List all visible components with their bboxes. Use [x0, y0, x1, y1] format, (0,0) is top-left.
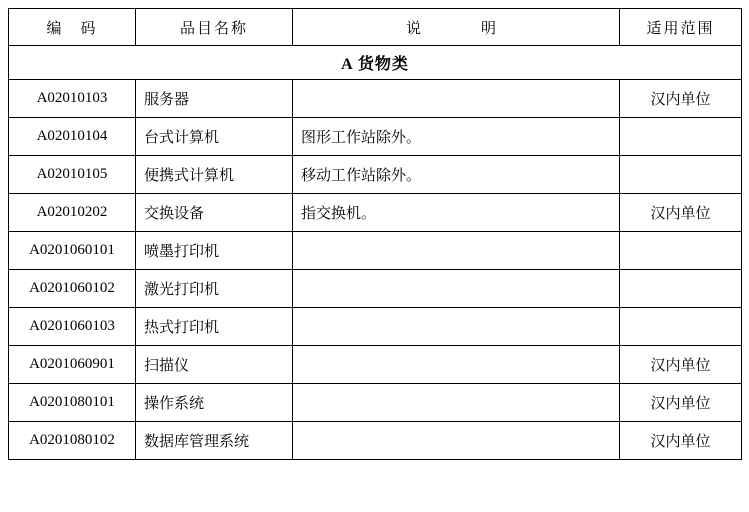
cell-scope: 汉内单位 — [620, 346, 742, 384]
cell-name: 喷墨打印机 — [136, 232, 293, 270]
cell-code: A0201080102 — [9, 422, 136, 460]
column-header-description: 说 明 — [293, 9, 620, 46]
table-row — [9, 156, 742, 194]
cell-code: A02010104 — [9, 118, 136, 156]
cell-code: A0201060102 — [9, 270, 136, 308]
cell-scope — [620, 232, 742, 270]
cell-description — [293, 346, 620, 384]
table-row — [9, 194, 742, 232]
column-header-name: 品目名称 — [136, 9, 293, 46]
cell-scope — [620, 308, 742, 346]
table-row — [9, 346, 742, 384]
cell-name: 操作系统 — [136, 384, 293, 422]
table-row — [9, 308, 742, 346]
cell-scope: 汉内单位 — [620, 384, 742, 422]
table-row — [9, 118, 742, 156]
cell-code: A0201060103 — [9, 308, 136, 346]
cell-name: 扫描仪 — [136, 346, 293, 384]
section-title: A 货物类 — [9, 46, 742, 80]
section-row — [9, 46, 742, 80]
cell-code: A02010202 — [9, 194, 136, 232]
procurement-catalog-table — [8, 8, 742, 460]
table-row — [9, 80, 742, 118]
table-row — [9, 422, 742, 460]
cell-scope: 汉内单位 — [620, 80, 742, 118]
cell-name: 数据库管理系统 — [136, 422, 293, 460]
header-row — [9, 9, 742, 46]
cell-description — [293, 384, 620, 422]
column-header-scope: 适用范围 — [620, 9, 742, 46]
cell-name: 交换设备 — [136, 194, 293, 232]
cell-code: A0201060101 — [9, 232, 136, 270]
table-row — [9, 384, 742, 422]
cell-scope: 汉内单位 — [620, 422, 742, 460]
cell-scope — [620, 118, 742, 156]
cell-description: 指交换机。 — [293, 194, 620, 232]
cell-description — [293, 80, 620, 118]
cell-name: 便携式计算机 — [136, 156, 293, 194]
cell-name: 激光打印机 — [136, 270, 293, 308]
table-body — [9, 46, 742, 460]
column-header-code: 编 码 — [9, 9, 136, 46]
cell-scope: 汉内单位 — [620, 194, 742, 232]
document-page — [0, 8, 749, 512]
table-row — [9, 270, 742, 308]
cell-code: A02010103 — [9, 80, 136, 118]
cell-scope — [620, 156, 742, 194]
table-header — [9, 9, 742, 46]
cell-code: A02010105 — [9, 156, 136, 194]
cell-description — [293, 232, 620, 270]
cell-scope — [620, 270, 742, 308]
cell-description — [293, 270, 620, 308]
table-row — [9, 232, 742, 270]
cell-name: 服务器 — [136, 80, 293, 118]
cell-name: 台式计算机 — [136, 118, 293, 156]
cell-description: 移动工作站除外。 — [293, 156, 620, 194]
cell-code: A0201060901 — [9, 346, 136, 384]
cell-description — [293, 422, 620, 460]
cell-description: 图形工作站除外。 — [293, 118, 620, 156]
cell-code: A0201080101 — [9, 384, 136, 422]
cell-description — [293, 308, 620, 346]
cell-name: 热式打印机 — [136, 308, 293, 346]
